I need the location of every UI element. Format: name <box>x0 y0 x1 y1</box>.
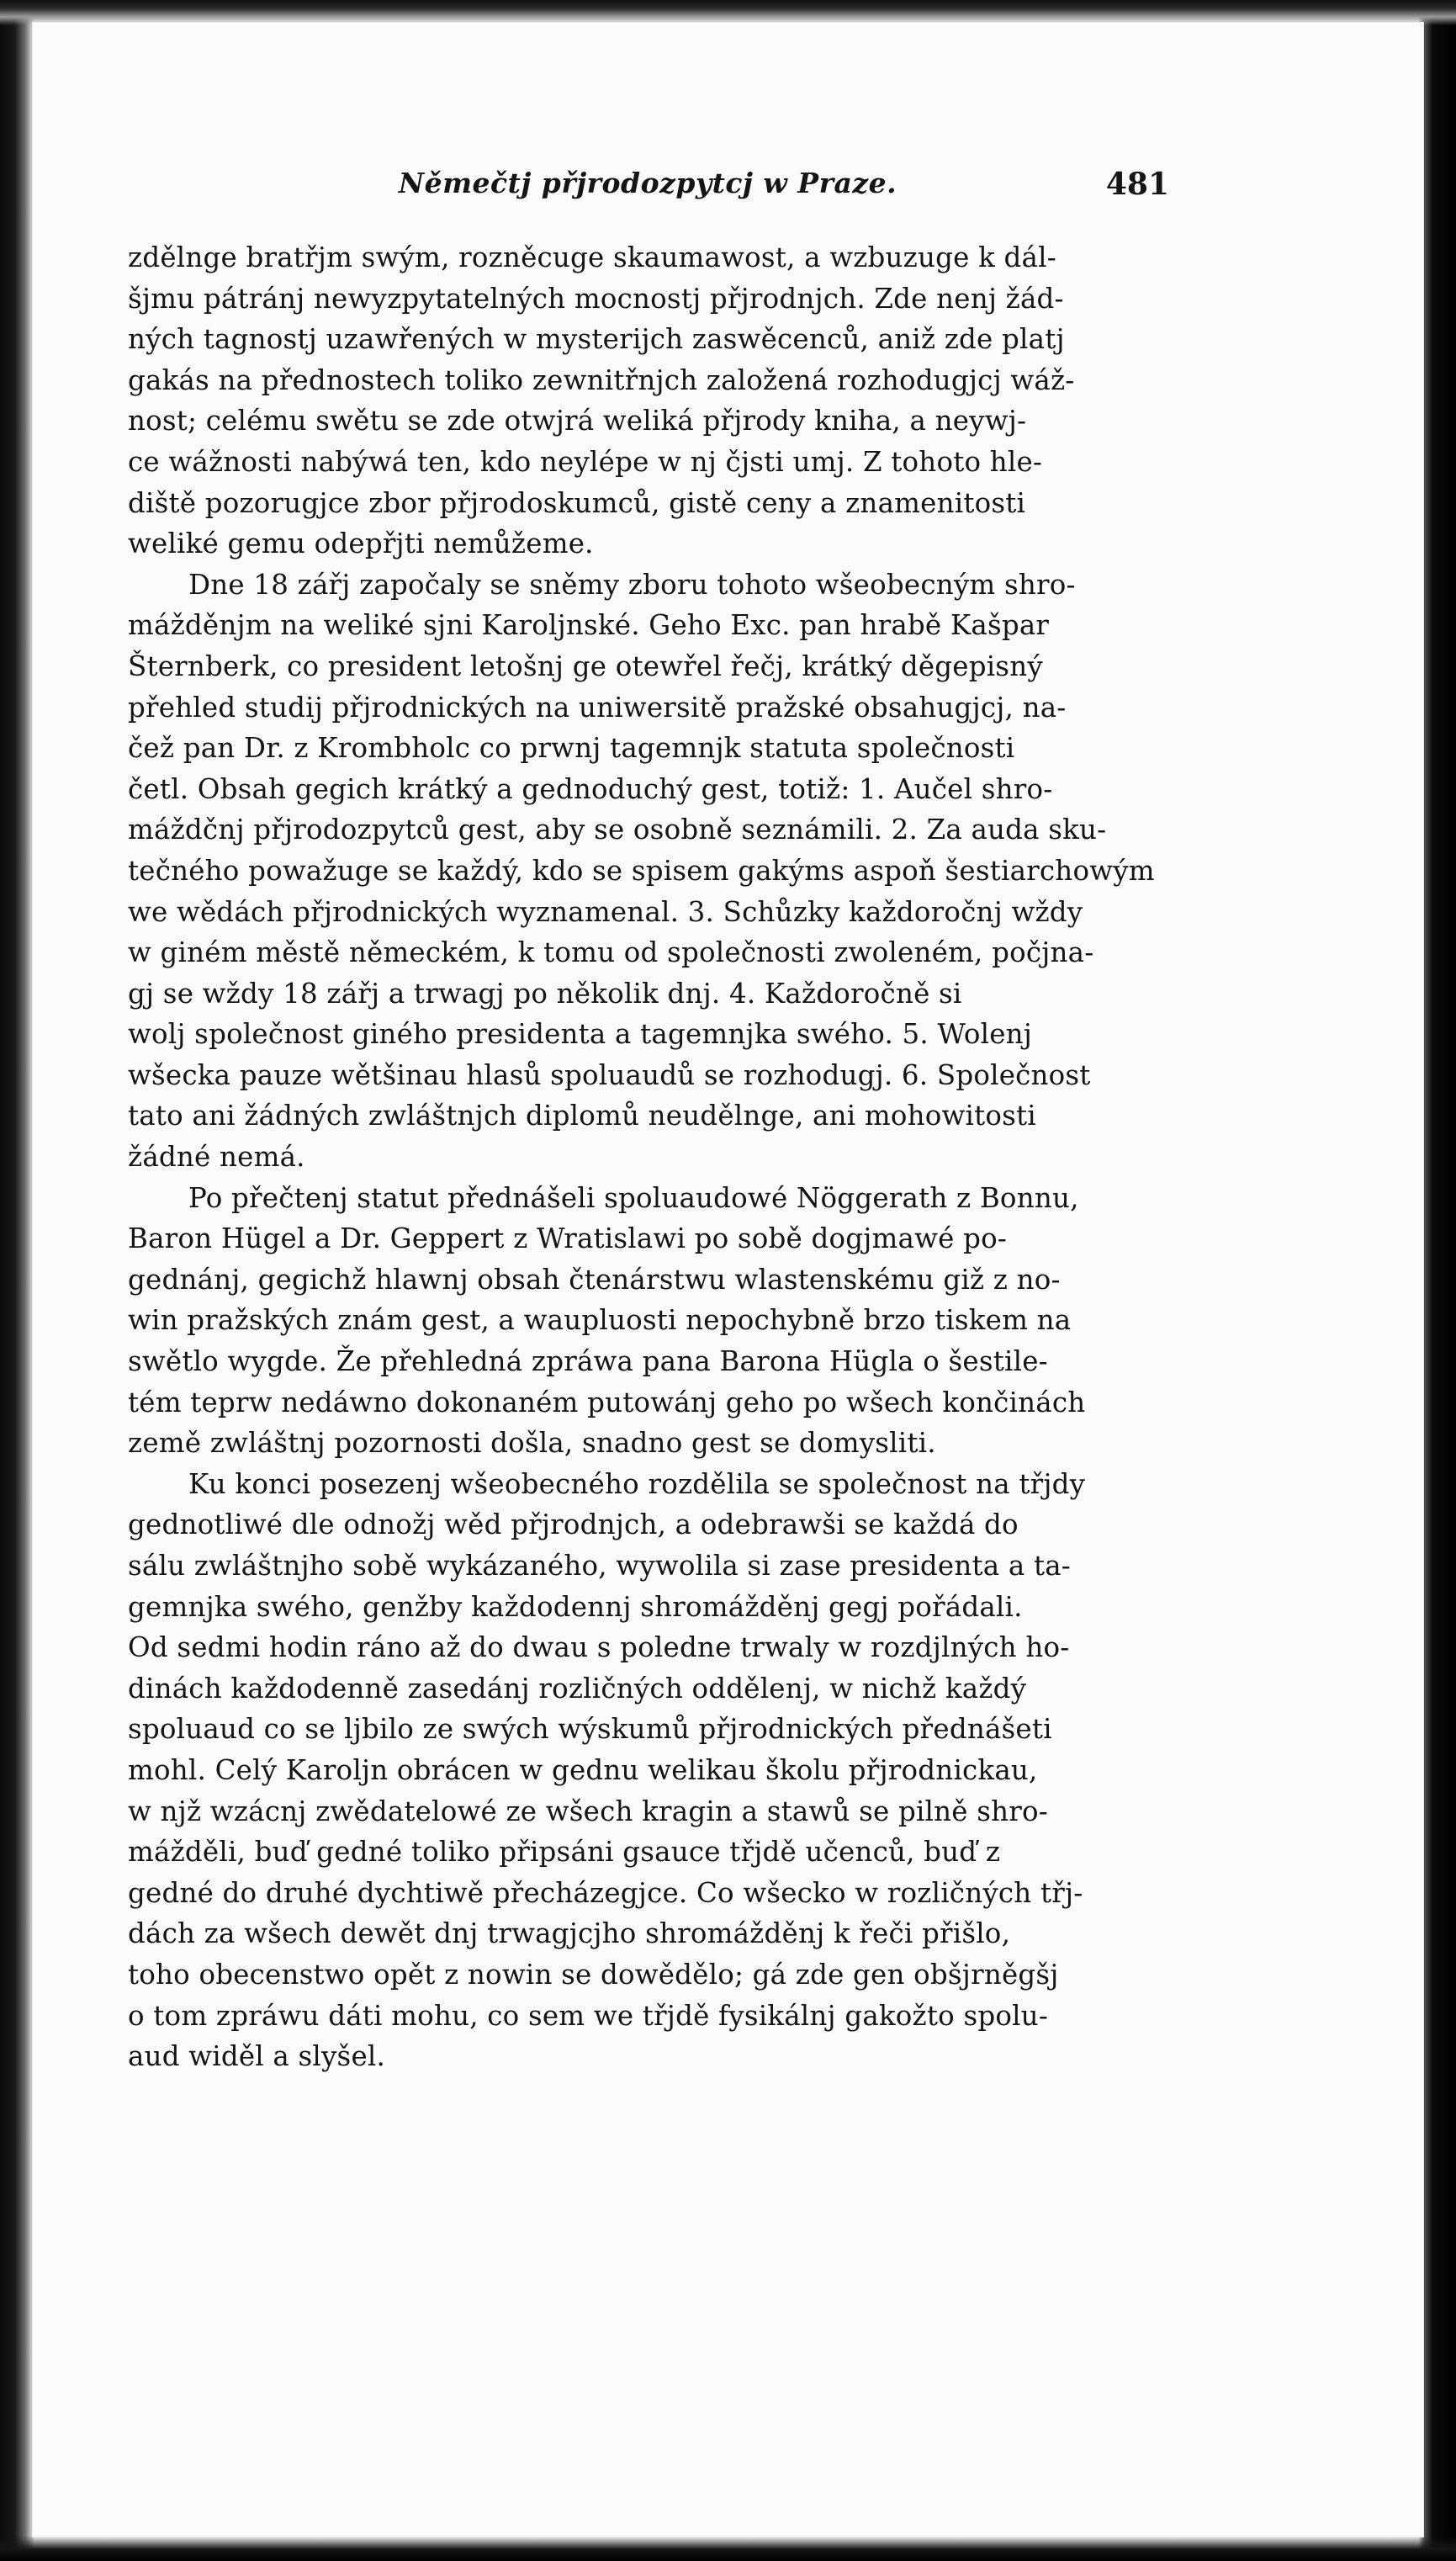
text-line: gemnjka swého, genžby každodennj shromážděnj gegj pořádali. <box>128 1590 1023 1623</box>
text-line: zdělnge bratřjm swým, rozněcuge skaumawost, a wzbuzuge k dál- <box>128 241 1056 273</box>
text-line: četl. Obsah gegich krátký a gednoduchý gest, totiž: 1. Aučel shro- <box>128 772 1053 805</box>
text-line: Od sedmi hodin ráno až do dwau s poledne trwaly w rozdjlných ho- <box>128 1631 1070 1664</box>
text-line: sálu zwláštnjho sobě wykázaného, wywolila si zase presidenta a ta- <box>128 1550 1071 1582</box>
text-line: Baron Hügel a Dr. Geppert z Wratislawi po sobě dogjmawé po- <box>128 1222 1008 1255</box>
body-text <box>128 237 1167 2077</box>
text-line: win pražských znám gest, a waupluosti nepochybně brzo tiskem na <box>128 1304 1072 1337</box>
text-line: máždčnj přjrodozpytců gest, aby se osobně seznámili. 2. Za auda sku- <box>128 814 1107 846</box>
text-line: Šternberk, co president letošnj ge otewřel řečj, krátký děgepisný <box>128 650 1043 682</box>
text-line: ných tagnostj uzawřených w mysterijch zaswěcenců, aniž zde platj <box>128 323 1065 356</box>
text-line: o tom zpráwu dáti mohu, co sem we třjdě fysikálnj gakožto spolu- <box>128 1999 1048 2032</box>
paragraph-1 <box>128 237 1167 565</box>
text-line: gj se wždy 18 zářj a trwagj po několik dnj. 4. Každoročně si <box>128 977 962 1010</box>
text-line: swětlo wygde. Že přehledná zpráwa pana Barona Hügla o šestile- <box>128 1345 1048 1378</box>
text-line: země zwláštnj pozornosti došla, snadno gest se domysliti. <box>128 1427 936 1460</box>
text-line: w njž wzácnj zwědatelowé ze wšech kragin a stawů se pilně shro- <box>128 1795 1048 1827</box>
text-line: čež pan Dr. z Krombholc co prwnj tagemnjk statuta společnosti <box>128 732 1015 765</box>
text-line: aud widěl a slyšel. <box>128 2040 385 2073</box>
text-line: spoluaud co se ljbilo ze swých wýskumů přjrodnických přednášeti <box>128 1713 1052 1746</box>
text-line: přehled studij přjrodnických na uniwersitě pražské obsahugjcj, na- <box>128 691 1067 724</box>
text-line: dách za wšech dewět dnj trwagjcjho shromážděnj k řeči přišlo, <box>128 1917 1011 1950</box>
text-line: gedné do druhé dychtiwě přecházegjce. Co wšecko w rozličných třj- <box>128 1876 1083 1909</box>
text-line: dinách každodenně zasedánj rozličných oddělenj, w nichž každý <box>128 1672 1027 1705</box>
text-line: gednánj, gegichž hlawnj obsah čtenárstwu wlastenskému giž z no- <box>128 1263 1061 1296</box>
text-line: toho obecenstwo opět z nowin se dowědělo; gá zde gen obšjrněgšj <box>128 1958 1059 1991</box>
scan-edge-left <box>0 0 34 2561</box>
paragraph-3 <box>128 1178 1167 1464</box>
text-line: diště pozorugjce zbor přjrodoskumců, gistě ceny a znamenitosti <box>128 486 1026 519</box>
text-line: mážděli, buď gedné toliko připsáni gsauce třjdě učenců, buď z <box>128 1836 1001 1869</box>
scan-edge-bottom <box>0 2536 1456 2561</box>
text-line: mohl. Celý Karoljn obrácen w gednu welikau školu přjrodnickau, <box>128 1753 1038 1786</box>
text-line: we wědách přjrodnických wyznamenal. 3. Schůzky každoročnj wždy <box>128 895 1083 928</box>
running-title: Němečtj přjrodozpytcj w Praze. <box>398 167 897 199</box>
text-line: Ku konci posezenj wšeobecného rozdělila se společnost na třjdy <box>188 1467 1086 1500</box>
scan-edge-right <box>1419 0 1456 2561</box>
paragraph-4 <box>128 1464 1167 2077</box>
text-line: gakás na přednostech toliko zewnitřnjch založená rozhodugjcj wáž- <box>128 363 1075 396</box>
text-line: weliké gemu odepřjti nemůžeme. <box>128 528 594 560</box>
text-line: žádné nemá. <box>128 1141 305 1174</box>
text-line: Dne 18 zářj započaly se sněmy zboru tohoto wšeobecným shro- <box>188 568 1076 601</box>
text-line: šjmu pátránj newyzpytatelných mocnostj přjrodnjch. Zde nenj žád- <box>128 282 1064 315</box>
text-line: tečného powažuge se každý, kdo se spisem gakýms aspoň šestiarchowým <box>128 854 1155 887</box>
paragraph-2 <box>128 565 1167 1178</box>
text-line: wolj společnost giného presidenta a tagemnjka swého. 5. Wolenj <box>128 1018 1033 1051</box>
text-line: wšecka pauze wětšinau hlasů spoluaudů se rozhodugj. 6. Společnost <box>128 1058 1091 1091</box>
text-line: nost; celému swětu se zde otwjrá weliká přjrody kniha, a neywj- <box>128 405 1027 437</box>
text-line: w giném městě německém, k tomu od společnosti zwoleném, počjna- <box>128 936 1094 969</box>
text-line: Po přečtenj statut přednášeli spoluaudowé Nöggerath z Bonnu, <box>188 1181 1079 1214</box>
text-line: gednotliwé dle odnožj wěd přjrodnjch, a odebrawši se každá do <box>128 1508 1019 1541</box>
text-line: tato ani žádných zwláštnjch diplomů neudělnge, ani mohowitosti <box>128 1100 1036 1132</box>
running-head <box>126 167 1169 214</box>
text-line: tém teprw nedáwno dokonaném putowánj geho po wšech končinách <box>128 1386 1086 1418</box>
text-line: ce wážnosti nabýwá ten, kdo neylépe w nj čjsti umj. Z tohoto hle- <box>128 445 1043 478</box>
text-line: mážděnjm na weliké sjni Karoljnské. Geho Exc. pan hrabě Kašpar <box>128 609 1050 642</box>
page-number: 481 <box>1105 167 1169 202</box>
